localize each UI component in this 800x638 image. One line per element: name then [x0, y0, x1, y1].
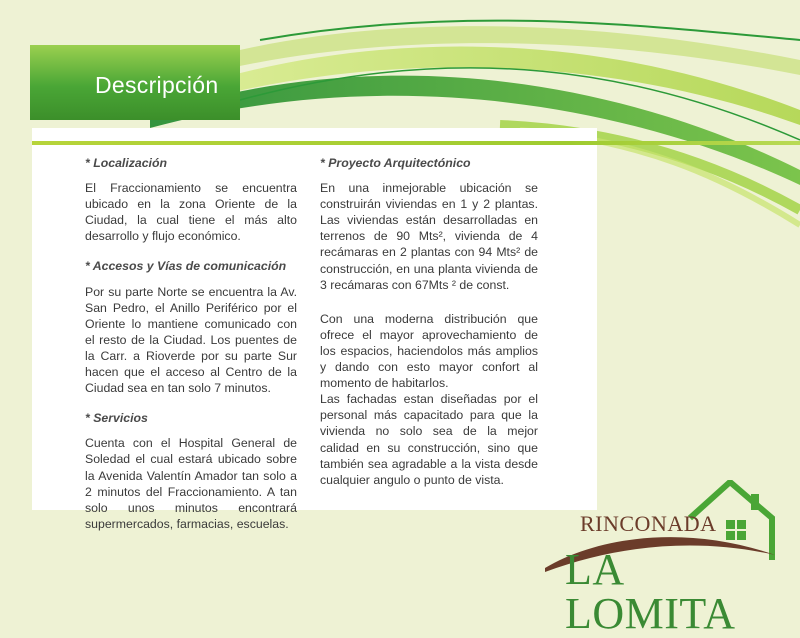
- paragraph-accesos: Por su parte Norte se encuentra la Av. San Pedro, el Anillo Periférico por el Oriente lo mantiene comunicado con el resto de la Ciudad. Los puentes de la Carr. a Rioverde por su parte Sur hacen que el acceso al Centro de la Ciudad sea en tan solo 7 minutos.: [85, 284, 297, 396]
- card-divider: [32, 141, 800, 145]
- paragraph-proyecto-2: Con una moderna distribución que ofrece el mayor aprovechamiento de los espacios, haciendolos más amplios y dando con esto mayor confort al momento de habitarlos.: [320, 311, 538, 391]
- logo-text-rinconada: RINCONADA: [580, 511, 717, 536]
- logo-text-la-lomita: LA LOMITA: [565, 545, 736, 638]
- section-title-proyecto: * Proyecto Arquitectónico: [320, 156, 471, 170]
- paragraph-proyecto-3: Las fachadas estan diseñadas por el personal más capacitado para que la vivienda no solo sea de la mejor calidad en su construcción, sino que también sea agradable a la vista desde cualquier angulo o punto de vista.: [320, 392, 538, 487]
- section-title-servicios: * Servicios: [85, 411, 148, 426]
- left-column: [85, 155, 297, 542]
- section-title-accesos: * Accesos y Vías de comunicación: [85, 259, 287, 274]
- section-title-localizacion: * Localización: [85, 156, 168, 170]
- paragraph-localizacion: El Fraccionamiento se encuentra ubicado en la zona Oriente de la Ciudad, la cual tiene el más alto desarrollo y flujo económico.: [85, 181, 297, 244]
- paragraph-proyecto-1: En una inmejorable ubicación se construirán viviendas en 1 y 2 plantas. Las viviendas están desarrolladas en terrenos de 90 Mts², vivienda de 4 recámaras en 2 plantas con 94 Mts² de construcción, en una planta vivienda de 3 recámaras con 67Mts ² de const.: [320, 181, 538, 292]
- paragraph-servicios: Cuenta con el Hospital General de Soledad el cual estará ubicado sobre la Avenida Valentín Amador tan solo a 2 minutos del Fraccionamiento. A tan solo unos minutos encontrará supermercados, farmacias, escuelas.: [85, 436, 297, 531]
- page-title: Descripción: [95, 72, 219, 98]
- right-column: [320, 155, 538, 498]
